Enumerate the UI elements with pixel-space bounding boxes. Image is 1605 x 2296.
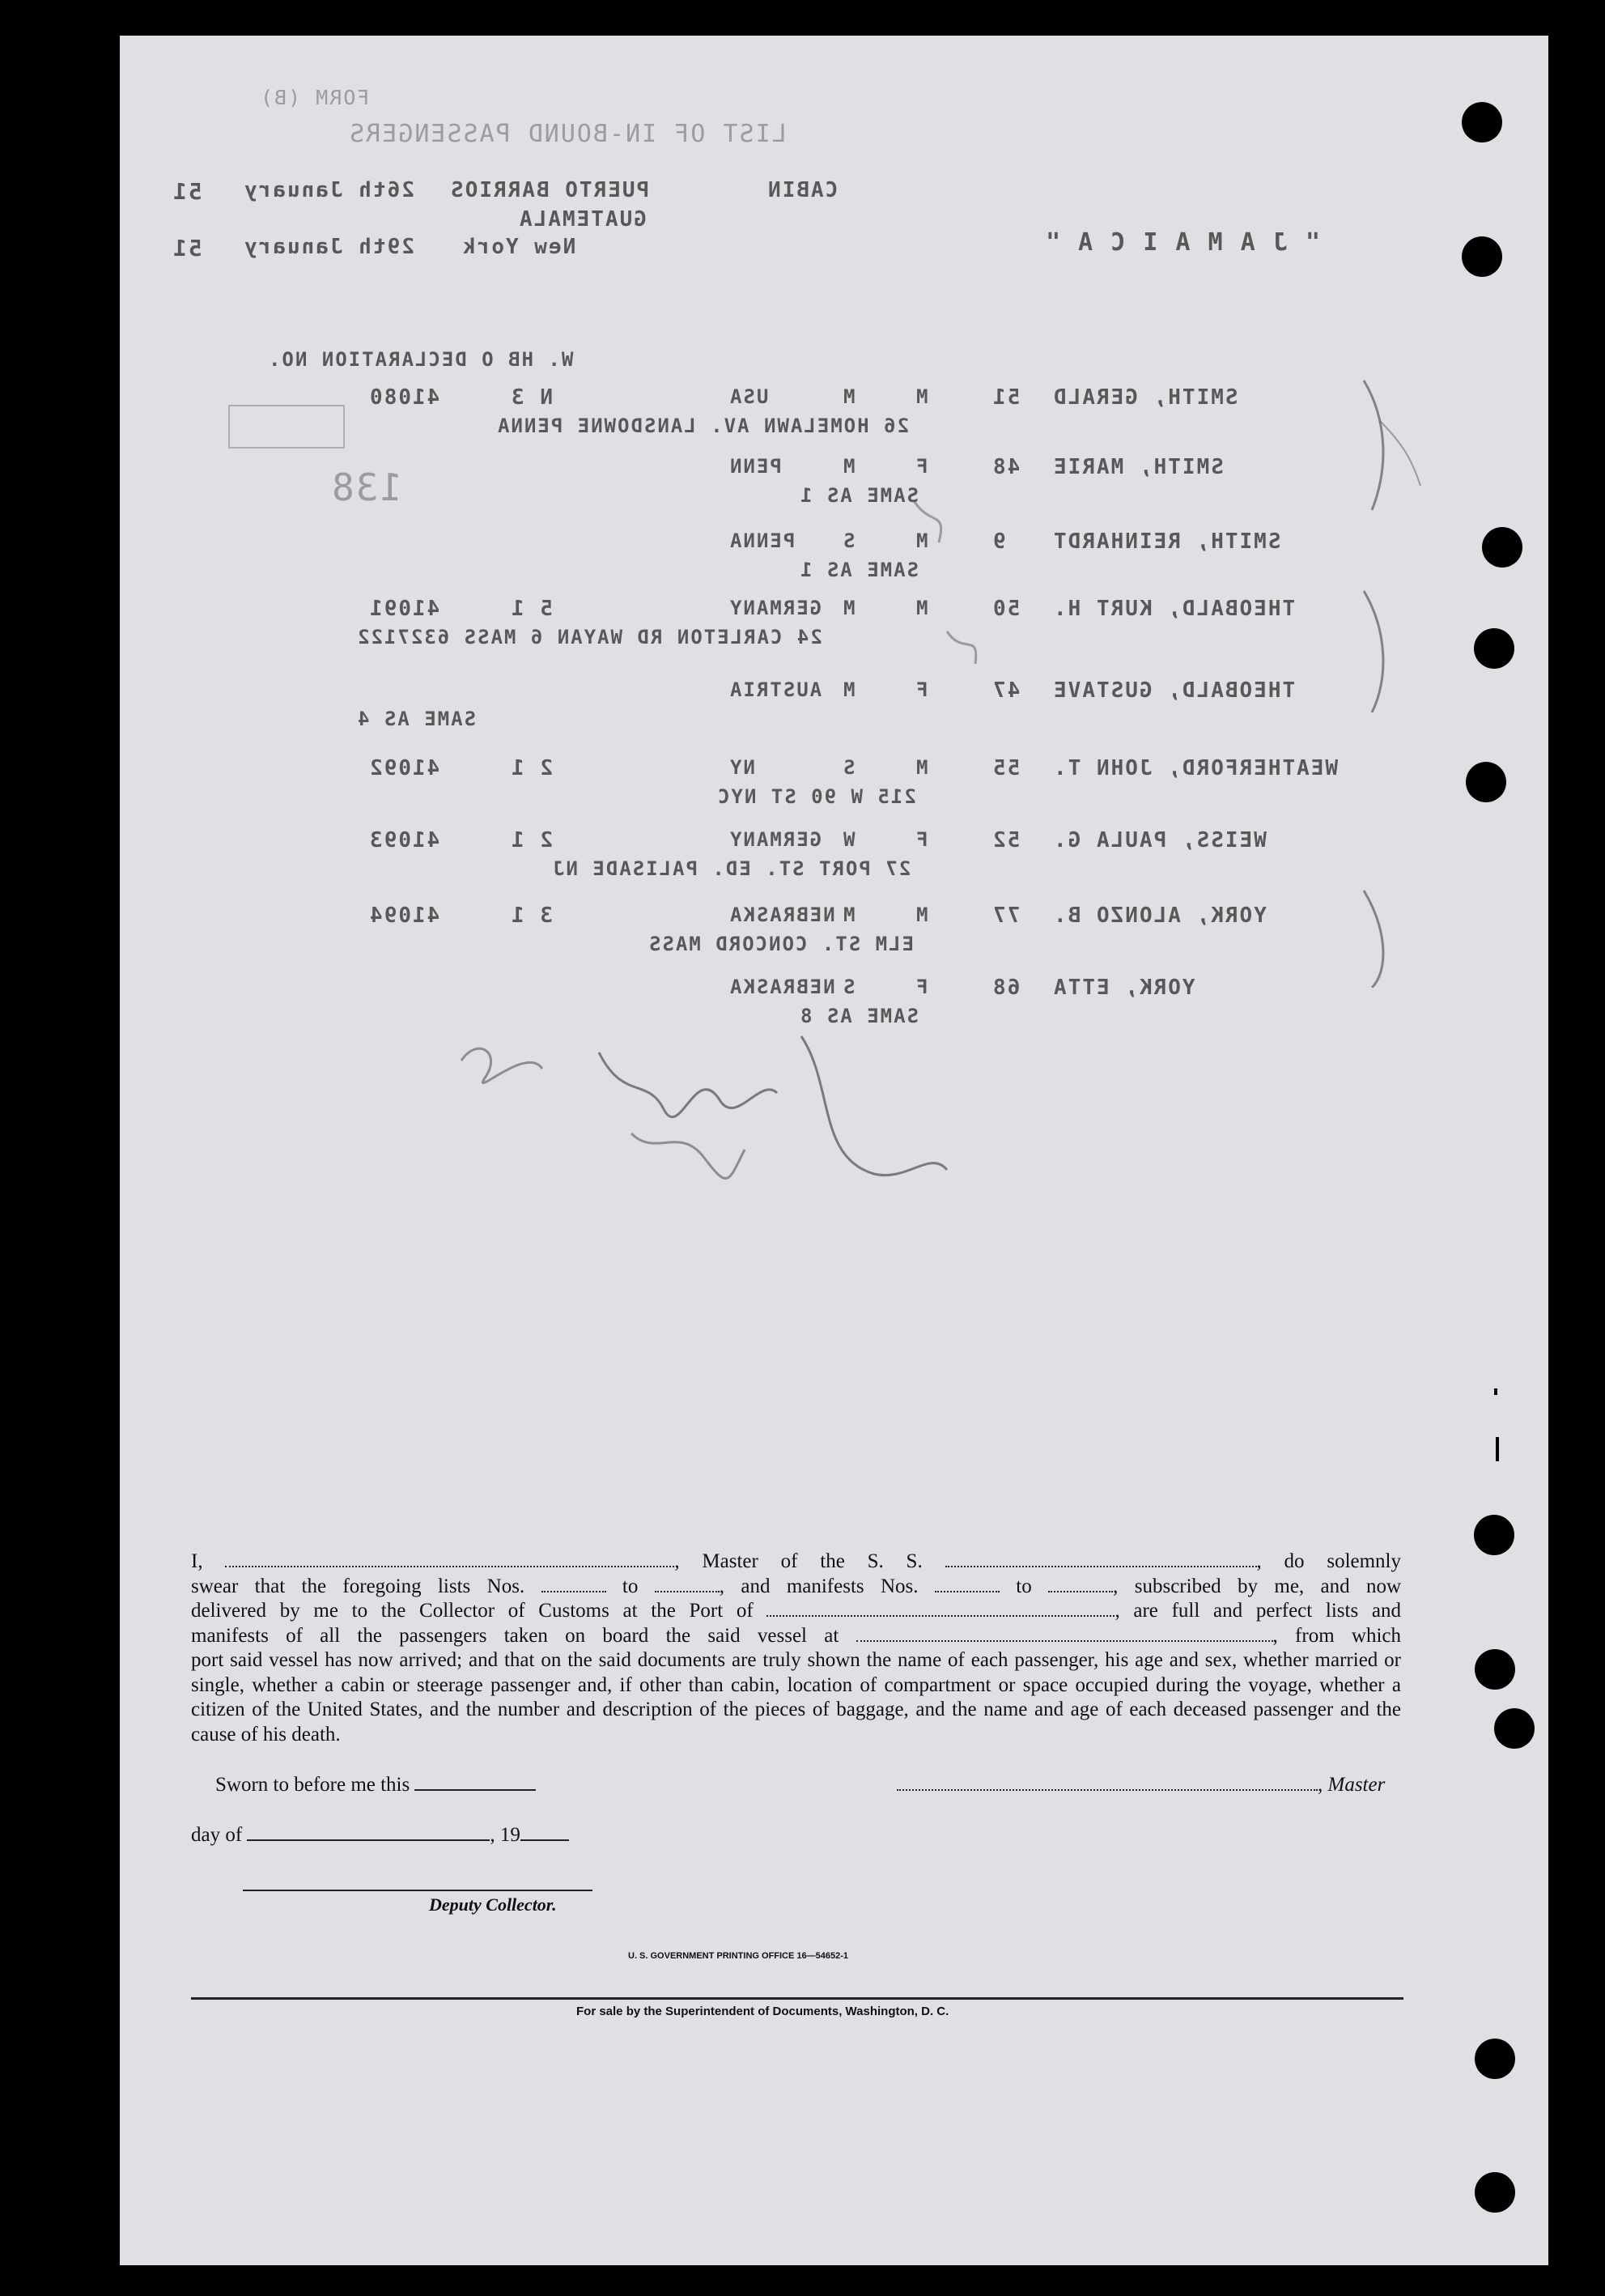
master-oath	[191, 1550, 1401, 1747]
port-field[interactable]	[766, 1599, 1115, 1617]
oath-text: delivered by me to the Collector of Customs at the Port of	[191, 1600, 754, 1622]
list-title: LIST OF IN-BOUND PASSENGERS	[348, 120, 787, 148]
passenger-codes: 2 1	[510, 756, 553, 780]
passenger-address: ELM ST. CONCORD MASS	[648, 933, 914, 955]
edge-mark	[31, 1159, 36, 1162]
day-row	[191, 1823, 569, 1847]
passenger-decl: 41080	[368, 385, 440, 410]
passenger-name: THEOBALD, KURT H.	[1052, 597, 1296, 621]
passenger-codes: 5 1	[510, 597, 553, 621]
country-departed: GUATEMALA	[518, 207, 647, 232]
passenger-sex: F	[915, 678, 928, 701]
passenger-decl: 41091	[368, 597, 440, 621]
passenger-age: 48	[991, 455, 1021, 479]
passenger-age: 77	[991, 904, 1021, 928]
passenger-name: WEISS, PAULA G.	[1052, 828, 1267, 852]
ship-name-field[interactable]	[945, 1550, 1257, 1567]
passenger-name: YORK, ETTA	[1052, 976, 1195, 1000]
oath-text: , from which	[1272, 1624, 1401, 1647]
punch-hole	[1466, 762, 1506, 802]
oath-text: swear that the foregoing lists Nos.	[191, 1575, 525, 1597]
bracket-marks	[1348, 372, 1445, 988]
passenger-status: W	[842, 828, 856, 851]
passenger-status: M	[842, 904, 856, 926]
passenger-address: SAME AS 8	[799, 1005, 919, 1027]
oath-text: , and manifests Nos.	[719, 1575, 919, 1597]
punch-hole	[1475, 1649, 1515, 1690]
edge-mark	[1496, 1437, 1499, 1461]
year-departed: 51	[172, 178, 202, 205]
passenger-age: 50	[991, 597, 1021, 621]
passenger-sex: M	[915, 756, 928, 779]
oath-line-1	[191, 1550, 1401, 1575]
manifest-from-field[interactable]	[935, 1575, 1000, 1592]
sworn-row	[215, 1773, 536, 1796]
day-field[interactable]	[247, 1823, 490, 1841]
passenger-codes: 2 1	[510, 828, 553, 852]
date-departed: 26th January	[243, 178, 414, 202]
passenger-status: M	[842, 597, 856, 619]
punch-hole	[1462, 236, 1502, 277]
passenger-name: SMITH, GERALD	[1052, 385, 1238, 410]
date-arrived: 29th January	[243, 235, 414, 259]
passenger-address: 26 HOMELAWN AV. LANSDOWNE PENNA	[496, 415, 909, 437]
passenger-name: SMITH, REINHARDT	[1052, 529, 1281, 554]
passenger-name: YORK, ALONZO B.	[1052, 904, 1267, 928]
oath-line-3	[191, 1599, 1401, 1624]
passenger-address: SAME AS 4	[356, 708, 477, 730]
deputy-signature-line	[243, 1890, 592, 1891]
list-from-field[interactable]	[541, 1575, 606, 1592]
oath-text: manifests of all the passengers taken on board the said vessel at	[191, 1624, 839, 1647]
stamp-number: 138	[330, 466, 403, 509]
punch-hole	[1475, 2172, 1515, 2213]
passenger-address: 215 W 90 ST NYC	[716, 785, 916, 808]
passenger-name: WEATHERFORD, JOHN T.	[1052, 756, 1339, 780]
passenger-sex: F	[915, 828, 928, 851]
punch-hole	[1482, 527, 1522, 568]
master-name-field[interactable]	[225, 1550, 674, 1567]
passenger-nat: NY	[728, 756, 755, 779]
deputy-label: Deputy Collector.	[429, 1894, 557, 1915]
vessel-name: " J A M A I C A "	[1044, 228, 1321, 257]
oath-text: , Master of the S. S.	[674, 1550, 923, 1572]
oath-text: , do solemnly	[1256, 1550, 1401, 1572]
day-of-label: day of	[191, 1824, 243, 1846]
departure-port-field[interactable]	[856, 1624, 1273, 1642]
oath-body: port said vessel has now arrived; and that on the said documents are truly shown the name of each passenger, his age and sex, whether married or single, whether a cabin or steerage passenger and, if other than cabin, location of compartment or space occupied during the voyage, whether a citizen of the United States, and the number and description of the pieces of baggage, and the name and age of each deceased passenger and the cause of his death.	[191, 1649, 1401, 1745]
oath-line-4	[191, 1624, 1401, 1649]
passenger-decl: 41093	[368, 828, 440, 852]
passenger-age: 55	[991, 756, 1021, 780]
passenger-age: 51	[991, 385, 1021, 410]
punch-hole	[1462, 102, 1502, 142]
punch-hole	[1474, 1515, 1514, 1555]
stamp-box	[228, 405, 345, 449]
passenger-sex: F	[915, 976, 928, 998]
passenger-nat: NEBRASKA	[728, 976, 835, 998]
passenger-age: 68	[991, 976, 1021, 1000]
sworn-date-field[interactable]	[414, 1773, 536, 1791]
oath-text: to	[622, 1575, 639, 1597]
port-departed: PUERTO BARRIOS	[449, 178, 650, 202]
passenger-status: S	[842, 529, 856, 552]
passenger-codes: N 3	[510, 385, 553, 410]
passenger-status: M	[842, 678, 856, 701]
passenger-name: SMITH, MARIE	[1052, 455, 1224, 479]
passenger-nat: AUSTRIA	[728, 678, 822, 701]
passenger-nat: GERMANY	[728, 828, 822, 851]
passenger-sex: M	[915, 904, 928, 926]
passenger-sex: M	[915, 529, 928, 552]
passenger-status: S	[842, 976, 856, 998]
passenger-address: SAME AS 1	[799, 559, 919, 581]
punch-hole	[1494, 1708, 1535, 1749]
master-signature-field[interactable]	[897, 1773, 1318, 1791]
master-label: , Master	[1318, 1774, 1386, 1796]
list-to-field[interactable]	[655, 1575, 720, 1592]
form-number: FORM (B)	[259, 86, 370, 109]
passenger-nat: PENNA	[728, 529, 796, 552]
handwritten-signature	[453, 1028, 1020, 1214]
cabin-label: CABIN	[766, 178, 839, 202]
passenger-age: 9	[991, 529, 1006, 554]
year-arrived: 51	[172, 235, 202, 261]
footer-rule	[191, 1997, 1403, 2000]
master-signature-row	[897, 1773, 1385, 1796]
oath-text: , subscribed by me, and now	[1113, 1575, 1402, 1597]
passenger-age: 47	[991, 678, 1021, 703]
passenger-status: M	[842, 455, 856, 478]
oath-line-2	[191, 1575, 1401, 1600]
passenger-decl: 41094	[368, 904, 440, 928]
punch-hole	[1475, 2039, 1515, 2079]
passenger-nat: USA	[728, 385, 769, 408]
for-sale-notice: For sale by the Superintendent of Documents, Washington, D. C.	[576, 2005, 949, 2018]
passenger-status: M	[842, 385, 856, 408]
punch-hole	[1474, 628, 1514, 669]
passenger-nat: GERMANY	[728, 597, 822, 619]
passenger-codes: 3 1	[510, 904, 553, 928]
passenger-address: SAME AS 1	[799, 484, 919, 507]
oath-text: to	[1016, 1575, 1032, 1597]
passenger-nat: PENN	[728, 455, 782, 478]
passenger-nat: NEBRASKA	[728, 904, 835, 926]
oath-text: , are full and perfect lists and	[1115, 1600, 1402, 1622]
passenger-address: 24 CARLETON RD WAYAN 6 MASS 6327122	[356, 626, 822, 648]
printing-office: U. S. GOVERNMENT PRINTING OFFICE 16—54652-1	[628, 1951, 849, 1961]
column-heads: W. HB O DECLARATION NO.	[267, 348, 574, 371]
sworn-label: Sworn to before me this	[215, 1774, 410, 1796]
passenger-name: THEOBALD, GUSTAVE	[1052, 678, 1296, 703]
passenger-age: 52	[991, 828, 1021, 852]
margin-check-marks	[898, 470, 1012, 680]
passenger-sex: M	[915, 597, 928, 619]
edge-mark	[1494, 1388, 1497, 1395]
passenger-address: 27 PORT ST. ED. PALISADE NJ	[551, 857, 911, 880]
manifest-to-field[interactable]	[1048, 1575, 1113, 1592]
passenger-decl: 41092	[368, 756, 440, 780]
year-field[interactable]	[520, 1823, 569, 1841]
passenger-sex: F	[915, 455, 928, 478]
passenger-status: S	[842, 756, 856, 779]
port-arrived: New York	[461, 235, 576, 259]
year-prefix-label: , 19	[490, 1824, 520, 1846]
oath-text: I,	[191, 1550, 203, 1572]
passenger-sex: M	[915, 385, 928, 408]
